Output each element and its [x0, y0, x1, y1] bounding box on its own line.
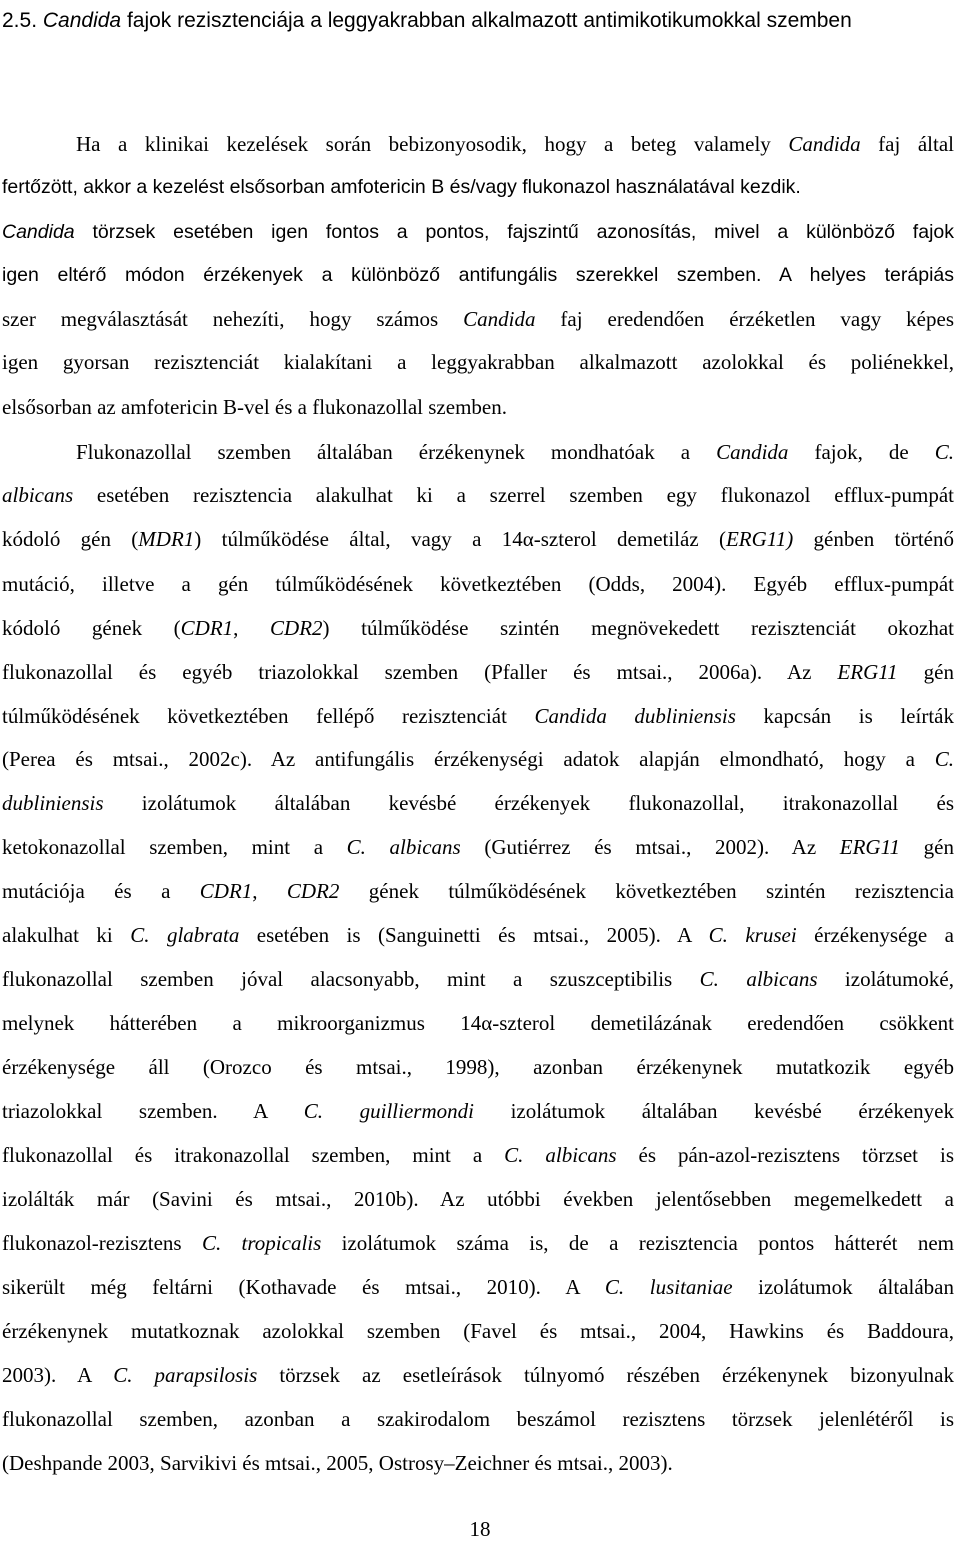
- italic-term: Candida: [463, 307, 536, 331]
- italic-term: CDR1: [180, 616, 234, 640]
- text-run: izolátumok száma is, de a rezisztencia pontos hátterét nem: [321, 1231, 955, 1255]
- text-run: ) túlműködése által, vagy a 14α-szterol demetiláz (: [194, 527, 726, 551]
- text-line: [2, 340, 954, 384]
- text-line: [2, 913, 954, 957]
- text-run: gén: [897, 660, 954, 684]
- italic-term: MDR1: [138, 527, 195, 551]
- italic-term: C. krusei: [708, 923, 797, 947]
- text-run: ,: [233, 616, 271, 640]
- text-line: [2, 517, 954, 561]
- italic-term: C. parapsilosis: [113, 1363, 258, 1387]
- text-line: [2, 1045, 954, 1089]
- italic-term: Candida: [716, 440, 789, 464]
- text-run: ) túlműködése szintén megnövekedett rezisztenciát okozhat: [322, 616, 955, 640]
- text-run: kapcsán is leírták: [735, 704, 954, 728]
- text-line: [2, 781, 954, 825]
- italic-term: C. glabrata: [130, 923, 240, 947]
- text-run: melynek hátterében a mikroorganizmus 14α-szterol demetilázának eredendően csökkent: [2, 1011, 954, 1035]
- italic-term: Candida: [2, 221, 75, 243]
- section-number: 2.5.: [2, 9, 38, 32]
- text-run: 2003). A: [2, 1363, 114, 1387]
- text-run: ,: [252, 879, 287, 903]
- text-run: triazolokkal szemben. A: [2, 1099, 304, 1123]
- text-line: [2, 1133, 954, 1177]
- text-run: érzékenysége áll (Orozco és mtsai., 1998), azonban érzékenynek mutatkozik egyéb: [2, 1055, 954, 1079]
- text-run: elsősorban az amfotericin B-vel és a flukonazollal szemben.: [2, 395, 507, 419]
- text-line: [2, 606, 954, 650]
- text-run: mutációja és a: [2, 879, 200, 903]
- text-run: izolátumok általában: [732, 1275, 954, 1299]
- text-run: Ha a klinikai kezelések során bebizonyosodik, hogy a beteg valamely: [76, 132, 789, 156]
- text-line: [2, 1221, 954, 1265]
- italic-term: C. albicans: [504, 1143, 617, 1167]
- italic-term: Candida dubliniensis: [534, 704, 736, 728]
- text-line: [2, 210, 954, 254]
- text-run: flukonazollal és itrakonazollal szemben, mint a: [2, 1143, 505, 1167]
- text-run: törzsek esetében igen fontos a pontos, fajszintű azonosítás, mivel a különböző fajok: [74, 221, 954, 243]
- italic-term: C. guilliermondi: [303, 1099, 474, 1123]
- italic-term: albicans: [2, 483, 74, 507]
- italic-term: ERG11): [725, 527, 794, 551]
- text-line: [2, 957, 954, 1001]
- text-run: esetében is (Sanguinetti és mtsai., 2005). A: [239, 923, 709, 947]
- text-run: törzsek az esetleírások túlnyomó részében érzékenynek bizonyulnak: [257, 1363, 955, 1387]
- text-line: [2, 1089, 954, 1133]
- italic-term: Candida: [788, 132, 861, 156]
- italic-term: dubliniensis: [2, 791, 104, 815]
- page-number: 18: [469, 1517, 491, 1541]
- text-run: érzékenysége a: [796, 923, 955, 947]
- text-run: és pán-azol-rezisztens törzset is: [616, 1143, 954, 1167]
- text-run: igen gyorsan rezisztenciát kialakítani a leggyakrabban alkalmazott azolokkal és poliénekkel,: [2, 350, 954, 374]
- text-run: fajok, de: [788, 440, 935, 464]
- text-line: [2, 737, 954, 781]
- text-line: [2, 297, 954, 341]
- text-run: túlműködésének következtében fellépő rezisztenciát: [2, 704, 535, 728]
- text-line: [2, 869, 954, 913]
- text-line: [2, 1353, 954, 1397]
- italic-term: C. lusitaniae: [604, 1275, 733, 1299]
- italic-term: CDR2: [286, 879, 340, 903]
- text-run: kódoló gének (: [2, 616, 181, 640]
- text-run: gén: [900, 835, 954, 859]
- italic-term: C. tropicalis: [201, 1231, 322, 1255]
- italic-term: C. albicans: [699, 967, 818, 991]
- text-run: mutáció, illetve a gén túlműködésének következtében (Odds, 2004). Egyéb efflux-pumpát: [2, 572, 954, 596]
- italic-term: C.: [934, 440, 954, 464]
- text-run: szer megválasztását nehezíti, hogy számos: [2, 307, 464, 331]
- text-run: kódoló gén (: [2, 527, 139, 551]
- text-run: izolátumok általában kevésbé érzékenyek flukonazollal, itrakonazollal és: [103, 791, 954, 815]
- text-line: [2, 1309, 954, 1353]
- text-line: [2, 385, 954, 429]
- text-run: faj által: [860, 132, 954, 156]
- section-title-genus: Candida: [42, 9, 122, 32]
- text-line: [2, 1265, 954, 1309]
- text-run: génben történő: [793, 527, 954, 551]
- italic-term: C. albicans: [346, 835, 461, 859]
- section-title-rest: fajok rezisztenciája a leggyakrabban alkalmazott antimikotikumokkal szemben: [121, 9, 852, 32]
- text-line: [2, 562, 954, 606]
- text-run: flukonazol-rezisztens: [2, 1231, 202, 1255]
- text-run: flukonazollal szemben, azonban a szakirodalom beszámol rezisztens törzsek jelenlétéről is: [2, 1407, 954, 1431]
- text-run: izolátumoké,: [817, 967, 954, 991]
- text-line: [2, 1441, 954, 1485]
- text-run: flukonazollal szemben jóval alacsonyabb, mint a szuszceptibilis: [2, 967, 700, 991]
- text-line: [76, 430, 954, 474]
- section-heading: [2, 0, 952, 42]
- text-run: izolálták már (Savini és mtsai., 2010b). Az utóbbi években jelentősebben megemelkedett a: [2, 1187, 954, 1211]
- italic-term: ERG11: [837, 660, 898, 684]
- text-line: [2, 1001, 954, 1045]
- text-run: sikerült még feltárni (Kothavade és mtsai., 2010). A: [2, 1275, 605, 1299]
- italic-term: ERG11: [839, 835, 901, 859]
- text-line: [2, 650, 954, 694]
- text-run: fertőzött, akkor a kezelést elsősorban amfotericin B és/vagy flukonazol használatával kezdik.: [2, 176, 801, 198]
- text-line: [2, 473, 954, 517]
- text-run: izolátumok általában kevésbé érzékenyek: [473, 1099, 954, 1123]
- text-line: [2, 1177, 954, 1221]
- text-run: ketokonazollal szemben, mint a: [2, 835, 347, 859]
- italic-term: C.: [934, 747, 954, 771]
- text-line: [2, 165, 954, 209]
- text-run: igen eltérő módon érzékenyek a különböző antifungális szerekkel szemben. A helyes terápiás: [2, 264, 954, 286]
- text-line: [2, 1397, 954, 1441]
- italic-term: CDR2: [270, 616, 323, 640]
- text-run: (Deshpande 2003, Sarvikivi és mtsai., 2005, Ostrosy–Zeichner és mtsai., 2003).: [2, 1451, 673, 1475]
- text-run: flukonazollal és egyéb triazolokkal szemben (Pfaller és mtsai., 2006a). Az: [2, 660, 838, 684]
- text-run: alakulhat ki: [2, 923, 131, 947]
- text-run: faj eredendően érzéketlen vagy képes: [535, 307, 954, 331]
- text-line: [2, 694, 954, 738]
- text-run: (Perea és mtsai., 2002c). Az antifungális érzékenységi adatok alapján elmondható, hogy a: [2, 747, 935, 771]
- text-run: Flukonazollal szemben általában érzékenynek mondhatóak a: [76, 440, 717, 464]
- text-run: esetében rezisztencia alakulhat ki a szerrel szemben egy flukonazol efflux-pumpát: [73, 483, 954, 507]
- italic-term: CDR1: [199, 879, 253, 903]
- text-line: [2, 253, 954, 297]
- text-line: [2, 825, 954, 869]
- text-line: [76, 122, 954, 166]
- text-run: gének túlműködésének következtében szintén rezisztencia: [339, 879, 954, 903]
- text-run: (Gutiérrez és mtsai., 2002). Az: [460, 835, 840, 859]
- text-run: érzékenynek mutatkoznak azolokkal szemben (Favel és mtsai., 2004, Hawkins és Baddoura,: [2, 1319, 954, 1343]
